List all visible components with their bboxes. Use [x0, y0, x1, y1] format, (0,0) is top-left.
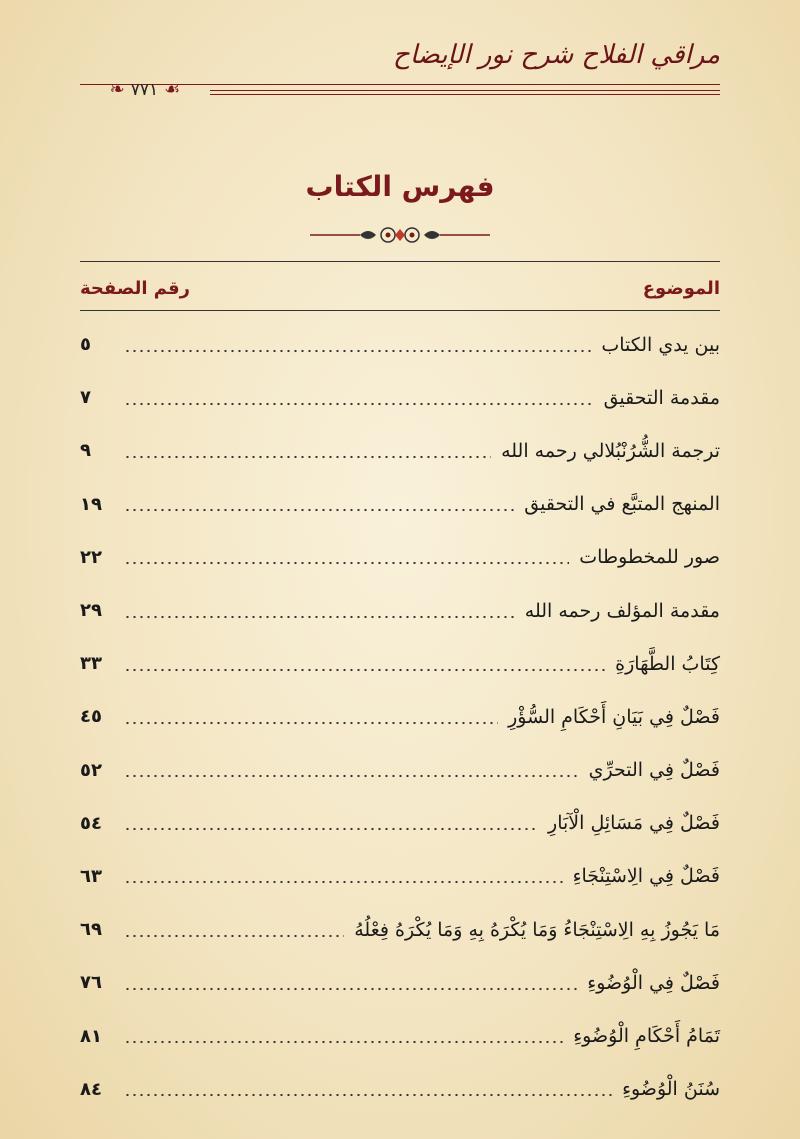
- leader-dots: [124, 615, 515, 619]
- entry-title: فَصْلٌ فِي الْوُضُوءِ: [587, 971, 720, 994]
- leader-dots: [124, 508, 514, 512]
- page-number-ornament: [80, 73, 210, 107]
- toc-entry[interactable]: [80, 478, 720, 531]
- entry-page-number: ٨١: [80, 1025, 102, 1047]
- column-header-page: رقم الصفحة: [80, 278, 191, 299]
- book-title: مراقي الفلاح شرح نور الإيضاح: [393, 40, 720, 70]
- entry-page-number: ٩: [80, 440, 91, 462]
- entry-title: مَا يَجُوزُ بِهِ الِاسْتِنْجَاءُ وَمَا يُكْرَهُ بِهِ وَمَا يُكْرَهُ فِعْلُهُ: [354, 918, 720, 941]
- flourish-left-icon: ❧: [109, 79, 125, 100]
- leader-dots: [124, 561, 569, 565]
- toc-entry[interactable]: [80, 903, 720, 956]
- entry-title: فَصْلٌ فِي التحرِّي: [588, 759, 720, 782]
- leader-dots: [124, 1093, 612, 1097]
- entry-page-number: ٧٦: [80, 972, 102, 994]
- entry-title: كِتَابُ الطَّهَارَةِ: [615, 652, 720, 675]
- entry-page-number: ٥٢: [80, 759, 102, 781]
- flourish-right-icon: ☙: [164, 79, 181, 100]
- leader-dots: [124, 455, 491, 459]
- leader-dots: [124, 880, 563, 884]
- leader-dots: [124, 827, 538, 831]
- toc-entry[interactable]: [80, 1063, 720, 1116]
- toc-entries: [80, 318, 720, 1116]
- toc-entry[interactable]: [80, 744, 720, 797]
- title-ornament-icon: [310, 222, 490, 248]
- column-header-topic: الموضوع: [642, 278, 720, 299]
- leader-dots: [124, 987, 577, 991]
- toc-title: فهرس الكتاب: [305, 170, 495, 203]
- entry-page-number: ٥: [80, 334, 91, 356]
- toc-entry[interactable]: [80, 318, 720, 371]
- entry-title: مقدمة المؤلف رحمه الله: [524, 599, 720, 622]
- toc-entry[interactable]: [80, 584, 720, 637]
- entry-page-number: ٢٩: [80, 600, 102, 622]
- leader-dots: [124, 668, 605, 672]
- entry-page-number: ٦٩: [80, 919, 102, 941]
- leader-dots: [124, 721, 498, 725]
- entry-page-number: ٧: [80, 387, 91, 409]
- entry-title: بين يدي الكتاب: [601, 333, 720, 356]
- entry-page-number: ٤٥: [80, 706, 102, 728]
- page-number: ٧٧١: [130, 80, 159, 100]
- entry-title: فَصْلٌ فِي الِاسْتِنْجَاءِ: [572, 865, 720, 888]
- entry-title: مقدمة التحقيق: [603, 386, 720, 409]
- toc-entry[interactable]: [80, 850, 720, 903]
- leader-dots: [124, 402, 594, 406]
- entry-title: فَصْلٌ فِي بَيَانِ أَحْكَامِ السُّؤْرِ: [508, 705, 720, 728]
- entry-page-number: ٥٤: [80, 812, 102, 834]
- entry-title: صور للمخطوطات: [579, 546, 720, 569]
- toc-entry[interactable]: [80, 531, 720, 584]
- entry-title: ترجمة الشُّرُنْبُلالي رحمه الله: [501, 439, 720, 462]
- table-header-rule: [80, 310, 720, 311]
- entry-page-number: ٢٢: [80, 546, 102, 568]
- entry-title: فَصْلٌ فِي مَسَائِلِ الْآبَارِ: [548, 812, 720, 835]
- leader-dots: [124, 774, 579, 778]
- entry-title: سُنَنُ الْوُضُوءِ: [622, 1078, 720, 1101]
- entry-page-number: ٣٣: [80, 653, 102, 675]
- leader-dots: [124, 934, 344, 938]
- entry-page-number: ١٩: [80, 493, 102, 515]
- toc-entry[interactable]: [80, 797, 720, 850]
- toc-entry[interactable]: [80, 690, 720, 743]
- toc-entry[interactable]: [80, 1009, 720, 1062]
- toc-entry[interactable]: [80, 956, 720, 1009]
- entry-title: المنهج المتبَّع في التحقيق: [524, 493, 720, 516]
- header-double-rule: [210, 90, 720, 95]
- entry-title: تَمَامُ أَحْكَامِ الْوُضُوءِ: [573, 1025, 720, 1048]
- leader-dots: [124, 1040, 563, 1044]
- entry-page-number: ٦٣: [80, 865, 102, 887]
- leader-dots: [124, 349, 591, 353]
- toc-entry[interactable]: [80, 424, 720, 477]
- page-header: [80, 40, 720, 100]
- toc-entry[interactable]: [80, 371, 720, 424]
- table-top-rule: [80, 261, 720, 262]
- entry-page-number: ٨٤: [80, 1078, 102, 1100]
- toc-entry[interactable]: [80, 637, 720, 690]
